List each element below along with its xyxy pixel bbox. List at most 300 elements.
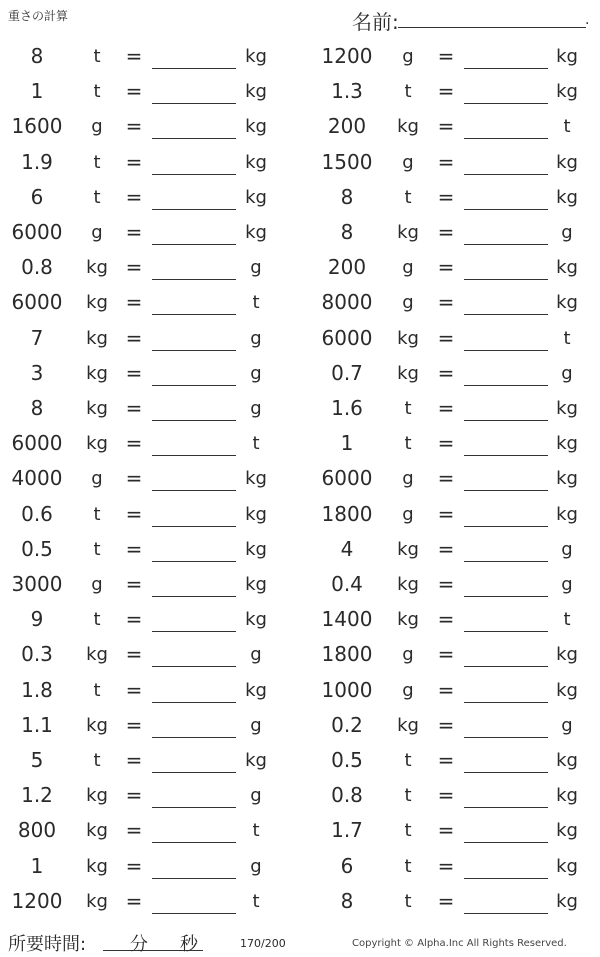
result-unit: kg [556, 292, 578, 314]
problem-unit: g [91, 222, 103, 243]
page-number: 170/200 [240, 937, 286, 950]
problem-unit: t [93, 750, 101, 771]
worksheet-title: 重さの計算 [8, 9, 69, 23]
result-unit: t [563, 116, 571, 138]
equals-sign: = [437, 712, 455, 737]
problem-row [310, 813, 600, 848]
answer-blank[interactable] [464, 244, 548, 245]
answer-blank[interactable] [464, 350, 548, 351]
result-unit: g [561, 538, 573, 560]
problem-unit: kg [86, 292, 108, 314]
answer-blank[interactable] [152, 244, 236, 245]
problem-value: 1.2 [21, 783, 53, 808]
problem-row [310, 180, 600, 215]
problem-value: 3 [30, 360, 44, 385]
result-unit: kg [556, 820, 578, 842]
result-unit: kg [556, 151, 578, 173]
problem-unit: t [93, 151, 101, 173]
equals-sign: = [437, 677, 455, 702]
problem-unit: t [404, 785, 412, 807]
result-unit: g [250, 257, 262, 279]
problem-row [310, 708, 600, 743]
problem-value: 6000 [11, 290, 63, 315]
result-unit: kg [245, 468, 267, 490]
answer-blank[interactable] [464, 561, 548, 562]
problem-row [0, 180, 300, 215]
answer-blank[interactable] [464, 103, 548, 104]
equals-sign: = [437, 220, 455, 244]
answer-blank[interactable] [152, 631, 236, 632]
equals-sign: = [437, 818, 455, 843]
problem-unit: kg [397, 714, 419, 736]
equals-sign: = [437, 184, 455, 209]
problem-row [310, 215, 600, 250]
problem-value: 6000 [321, 466, 373, 491]
problem-unit: g [402, 679, 414, 701]
problem-value: 1.7 [331, 818, 363, 843]
problem-unit: g [91, 116, 103, 138]
problem-row [310, 673, 600, 708]
problem-row [0, 708, 300, 743]
problem-value: 8000 [321, 290, 373, 315]
problem-value: 1 [30, 853, 44, 878]
equals-sign: = [437, 853, 455, 878]
result-unit: kg [245, 503, 267, 525]
problem-row [0, 884, 300, 919]
problem-row [0, 356, 300, 391]
problem-row [0, 637, 300, 672]
problem-unit: kg [86, 785, 108, 807]
problem-value: 1800 [321, 501, 373, 526]
problem-unit: kg [86, 714, 108, 736]
result-unit: kg [556, 503, 578, 525]
problem-value: 8 [30, 44, 44, 68]
answer-blank[interactable] [152, 596, 236, 597]
equals-sign: = [125, 431, 143, 456]
result-unit: kg [556, 890, 578, 912]
result-unit: g [250, 362, 262, 384]
problem-value: 1 [30, 79, 44, 104]
problem-row [0, 673, 300, 708]
problem-unit: t [93, 538, 101, 560]
result-unit: kg [556, 750, 578, 771]
problem-value: 1.8 [21, 677, 53, 702]
problem-row [310, 461, 600, 496]
problem-row [310, 426, 600, 461]
equals-sign: = [437, 255, 455, 280]
answer-blank[interactable] [152, 561, 236, 562]
answer-blank[interactable] [464, 842, 548, 843]
problem-value: 0.2 [331, 712, 363, 737]
problem-value: 8 [30, 396, 44, 420]
problem-row [310, 74, 600, 109]
problem-value: 1200 [321, 44, 373, 68]
answer-blank[interactable] [464, 385, 548, 386]
problem-unit: kg [397, 609, 419, 631]
result-unit: kg [556, 468, 578, 490]
result-unit: t [252, 292, 260, 314]
equals-sign: = [437, 572, 455, 596]
answer-blank[interactable] [464, 174, 548, 175]
problem-row [0, 778, 300, 813]
problem-value: 1600 [11, 114, 63, 139]
problem-row [310, 497, 600, 532]
problem-row [0, 813, 300, 848]
problem-value: 0.3 [21, 642, 53, 667]
problem-value: 1 [340, 431, 354, 456]
problem-row [310, 391, 600, 426]
name-label: 名前: [352, 10, 399, 34]
answer-blank[interactable] [152, 772, 236, 773]
answer-blank[interactable] [152, 878, 236, 879]
answer-blank[interactable] [152, 209, 236, 210]
problem-value: 6 [340, 853, 354, 878]
problem-value: 1500 [321, 149, 373, 174]
answer-blank[interactable] [464, 68, 548, 69]
problem-value: 6 [30, 184, 44, 209]
copyright-text: Copyright © Alpha.Inc All Rights Reserved. [352, 938, 567, 949]
answer-blank[interactable] [152, 350, 236, 351]
answer-blank[interactable] [152, 103, 236, 104]
problem-unit: kg [397, 327, 419, 349]
answer-blank[interactable] [464, 772, 548, 773]
problem-unit: g [91, 574, 103, 595]
equals-sign: = [125, 114, 143, 139]
answer-blank[interactable] [464, 878, 548, 879]
problem-value: 1.9 [21, 149, 53, 174]
result-unit: g [250, 644, 262, 666]
result-unit: kg [556, 785, 578, 807]
answer-blank[interactable] [152, 842, 236, 843]
answer-blank[interactable] [152, 385, 236, 386]
answer-blank[interactable] [152, 314, 236, 315]
answer-blank[interactable] [152, 526, 236, 527]
answer-blank[interactable] [152, 913, 236, 914]
problem-value: 200 [327, 255, 367, 280]
problem-unit: t [93, 81, 101, 103]
problem-value: 7 [30, 325, 44, 350]
problem-value: 1000 [321, 677, 373, 702]
result-unit: g [561, 222, 573, 243]
equals-sign: = [125, 677, 143, 702]
problem-unit: t [404, 890, 412, 912]
answer-blank[interactable] [464, 138, 548, 139]
problem-value: 800 [17, 818, 57, 843]
result-unit: g [561, 362, 573, 384]
problem-unit: t [404, 398, 412, 419]
result-unit: t [563, 327, 571, 349]
problem-value: 0.6 [21, 501, 53, 526]
problem-row [0, 145, 300, 180]
minutes-label: 分 [130, 934, 148, 955]
problem-unit: kg [86, 820, 108, 842]
result-unit: g [561, 574, 573, 595]
problem-row [310, 532, 600, 567]
problem-unit: t [93, 609, 101, 631]
equals-sign: = [437, 431, 455, 456]
answer-blank[interactable] [464, 455, 548, 456]
answer-blank[interactable] [152, 702, 236, 703]
equals-sign: = [437, 607, 455, 632]
equals-sign: = [125, 783, 143, 808]
answer-blank[interactable] [152, 68, 236, 69]
problem-unit: kg [86, 855, 108, 877]
answer-blank[interactable] [152, 174, 236, 175]
problem-row [0, 743, 300, 778]
problem-row [310, 39, 600, 74]
problem-value: 5 [30, 748, 44, 772]
problem-unit: t [93, 503, 101, 525]
problem-value: 4000 [11, 466, 63, 491]
problem-row [310, 356, 600, 391]
problem-row [0, 109, 300, 144]
problem-value: 1800 [321, 642, 373, 667]
result-unit: kg [245, 609, 267, 631]
result-unit: g [250, 714, 262, 736]
problem-row [310, 567, 600, 602]
answer-blank[interactable] [152, 279, 236, 280]
equals-sign: = [125, 396, 143, 420]
problem-unit: kg [397, 116, 419, 138]
problem-unit: kg [397, 538, 419, 560]
answer-blank[interactable] [464, 209, 548, 210]
equals-sign: = [125, 818, 143, 843]
answer-blank[interactable] [152, 737, 236, 738]
problem-unit: g [91, 468, 103, 490]
problem-unit: kg [86, 257, 108, 279]
problem-unit: kg [86, 433, 108, 455]
problem-row [310, 884, 600, 919]
result-unit: kg [556, 855, 578, 877]
equals-sign: = [437, 114, 455, 139]
equals-sign: = [125, 79, 143, 104]
answer-blank[interactable] [464, 913, 548, 914]
problem-row [0, 215, 300, 250]
problem-unit: t [93, 679, 101, 701]
answer-blank[interactable] [464, 702, 548, 703]
problem-row [310, 602, 600, 637]
answer-blank[interactable] [152, 420, 236, 421]
problem-unit: g [402, 503, 414, 525]
equals-sign: = [125, 888, 143, 913]
answer-blank[interactable] [464, 490, 548, 491]
problem-row [0, 461, 300, 496]
problem-row [310, 743, 600, 778]
problem-value: 1.6 [331, 396, 363, 420]
problem-value: 0.8 [331, 783, 363, 808]
equals-sign: = [437, 466, 455, 491]
result-unit: kg [556, 257, 578, 279]
equals-sign: = [125, 44, 143, 68]
problem-unit: t [93, 186, 101, 208]
name-line-end: . [585, 12, 590, 28]
equals-sign: = [437, 501, 455, 526]
equals-sign: = [437, 748, 455, 772]
result-unit: kg [245, 750, 267, 771]
equals-sign: = [437, 360, 455, 385]
problem-value: 1.1 [21, 712, 53, 737]
problem-unit: t [404, 186, 412, 208]
result-unit: kg [556, 398, 578, 419]
equals-sign: = [125, 360, 143, 385]
problem-row [0, 74, 300, 109]
problem-unit: g [402, 46, 414, 67]
problem-row [310, 637, 600, 672]
problem-unit: kg [86, 327, 108, 349]
problem-row [0, 849, 300, 884]
result-unit: g [250, 327, 262, 349]
answer-blank[interactable] [464, 526, 548, 527]
answer-blank[interactable] [464, 807, 548, 808]
problem-unit: g [402, 468, 414, 490]
problem-value: 6000 [11, 220, 63, 244]
result-unit: kg [245, 574, 267, 595]
result-unit: kg [245, 151, 267, 173]
problem-value: 0.8 [21, 255, 53, 280]
problem-row [0, 497, 300, 532]
problem-row [0, 567, 300, 602]
result-unit: kg [245, 679, 267, 701]
equals-sign: = [437, 79, 455, 104]
equals-sign: = [125, 325, 143, 350]
problem-value: 8 [340, 184, 354, 209]
problem-row [310, 145, 600, 180]
problem-unit: t [404, 750, 412, 771]
result-unit: g [250, 398, 262, 419]
result-unit: kg [556, 186, 578, 208]
equals-sign: = [125, 255, 143, 280]
equals-sign: = [125, 290, 143, 315]
problem-row [0, 321, 300, 356]
equals-sign: = [437, 783, 455, 808]
problem-unit: g [402, 644, 414, 666]
problem-unit: g [402, 257, 414, 279]
problem-value: 4 [340, 536, 354, 561]
problem-unit: t [404, 820, 412, 842]
problem-row [310, 778, 600, 813]
equals-sign: = [437, 325, 455, 350]
result-unit: kg [556, 433, 578, 455]
answer-blank[interactable] [152, 490, 236, 491]
answer-blank[interactable] [464, 666, 548, 667]
problem-value: 1200 [11, 888, 63, 913]
result-unit: kg [245, 116, 267, 138]
result-unit: g [561, 714, 573, 736]
result-unit: kg [245, 222, 267, 243]
answer-blank[interactable] [152, 455, 236, 456]
problem-unit: kg [397, 574, 419, 595]
problem-row [0, 285, 300, 320]
equals-sign: = [125, 149, 143, 174]
equals-sign: = [437, 44, 455, 68]
result-unit: t [252, 433, 260, 455]
result-unit: g [250, 785, 262, 807]
answer-blank[interactable] [464, 737, 548, 738]
problem-value: 0.4 [331, 572, 363, 596]
answer-blank[interactable] [152, 138, 236, 139]
problem-row [0, 250, 300, 285]
problem-row [0, 532, 300, 567]
result-unit: kg [245, 81, 267, 103]
equals-sign: = [437, 536, 455, 561]
problem-value: 8 [340, 220, 354, 244]
problem-value: 6000 [321, 325, 373, 350]
answer-blank[interactable] [464, 279, 548, 280]
problem-unit: t [93, 46, 101, 67]
problem-unit: kg [397, 222, 419, 243]
problem-value: 3000 [11, 572, 63, 596]
answer-blank[interactable] [464, 596, 548, 597]
equals-sign: = [125, 501, 143, 526]
equals-sign: = [125, 536, 143, 561]
equals-sign: = [125, 572, 143, 596]
answer-blank[interactable] [464, 314, 548, 315]
equals-sign: = [125, 466, 143, 491]
problem-unit: kg [86, 362, 108, 384]
result-unit: kg [245, 538, 267, 560]
equals-sign: = [437, 888, 455, 913]
problem-value: 200 [327, 114, 367, 139]
problem-row [0, 391, 300, 426]
result-unit: t [252, 820, 260, 842]
problem-row [0, 602, 300, 637]
equals-sign: = [125, 607, 143, 632]
problem-unit: g [402, 151, 414, 173]
equals-sign: = [437, 642, 455, 667]
problem-unit: g [402, 292, 414, 314]
result-unit: kg [556, 679, 578, 701]
problem-value: 8 [340, 888, 354, 913]
result-unit: kg [245, 186, 267, 208]
problem-row [310, 849, 600, 884]
problem-value: 0.5 [21, 536, 53, 561]
problem-unit: kg [86, 398, 108, 419]
problem-row [310, 285, 600, 320]
problem-value: 0.5 [331, 748, 363, 772]
answer-blank[interactable] [464, 420, 548, 421]
problem-unit: kg [397, 362, 419, 384]
equals-sign: = [125, 642, 143, 667]
equals-sign: = [125, 184, 143, 209]
result-unit: kg [556, 644, 578, 666]
problem-unit: t [404, 855, 412, 877]
problem-value: 6000 [11, 431, 63, 456]
seconds-label: 秒 [180, 934, 198, 955]
problem-unit: t [404, 433, 412, 455]
problem-unit: kg [86, 644, 108, 666]
equals-sign: = [125, 712, 143, 737]
answer-blank[interactable] [152, 666, 236, 667]
answer-blank[interactable] [464, 631, 548, 632]
problem-unit: t [404, 81, 412, 103]
equals-sign: = [437, 149, 455, 174]
problem-value: 0.7 [331, 360, 363, 385]
problem-row [310, 250, 600, 285]
problem-row [0, 426, 300, 461]
problem-row [310, 321, 600, 356]
equals-sign: = [125, 748, 143, 772]
problem-row [0, 39, 300, 74]
answer-blank[interactable] [152, 807, 236, 808]
result-unit: kg [556, 46, 578, 67]
problem-value: 1.3 [331, 79, 363, 104]
problem-value: 1400 [321, 607, 373, 632]
problem-value: 9 [30, 607, 44, 632]
problem-unit: kg [86, 890, 108, 912]
problem-row [310, 109, 600, 144]
equals-sign: = [125, 220, 143, 244]
result-unit: t [252, 890, 260, 912]
